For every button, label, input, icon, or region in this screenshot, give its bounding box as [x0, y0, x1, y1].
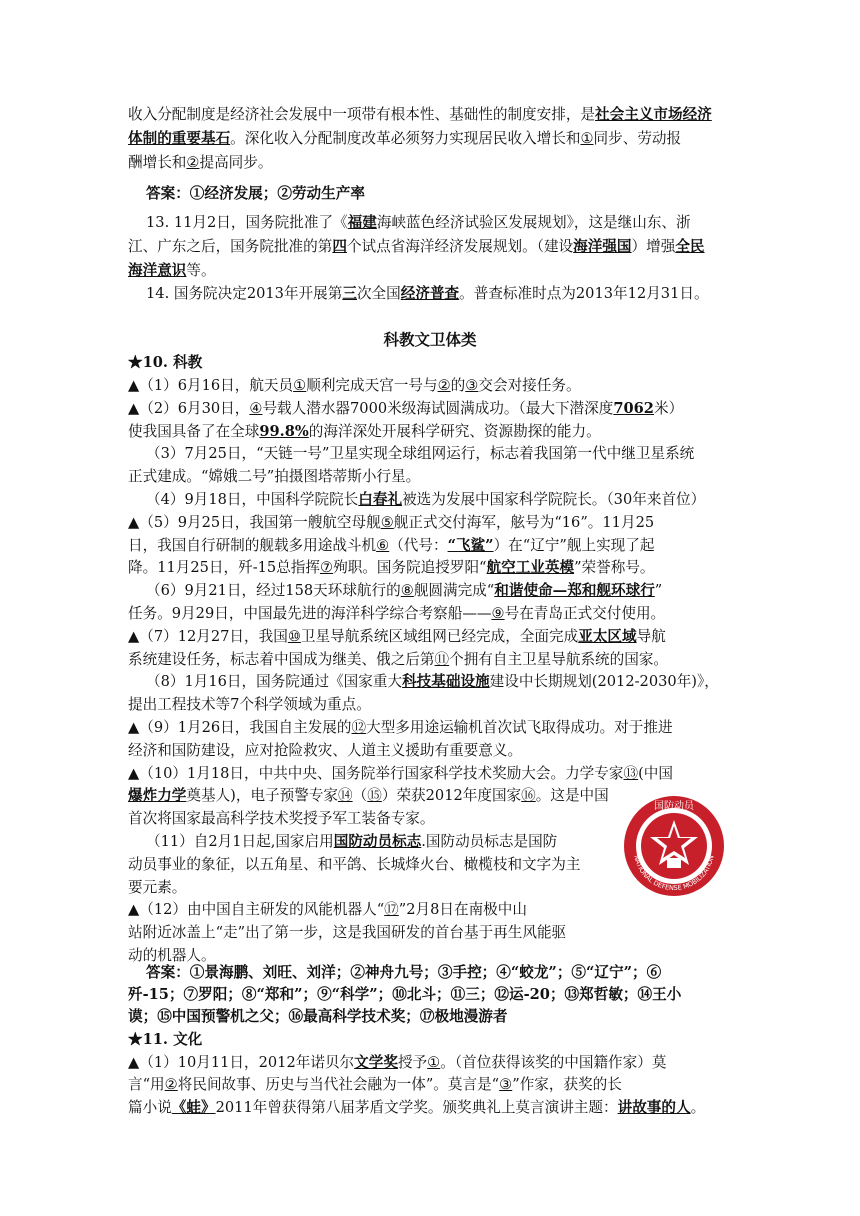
- text: 歼-15；⑦罗阳；⑧“郑和”；⑨“科学”；⑩北斗；⑪三；⑫运-20；⑬郑哲敏；⑭王小: [128, 986, 682, 1003]
- key-term: 体制的重要基石: [128, 130, 231, 147]
- body-line: [128, 763, 673, 785]
- key-term: 亚太区域: [578, 627, 637, 645]
- text: ”荣誉称号。: [574, 559, 655, 577]
- text: 。这是中国: [535, 787, 609, 805]
- text: ★11. 文化: [128, 1031, 203, 1048]
- body-line: [128, 740, 522, 762]
- text: 次全国: [356, 285, 401, 302]
- text: ▲（9）1月26日，我国自主发展的: [128, 719, 352, 736]
- national-defense-mobilization-emblem: [609, 792, 739, 904]
- key-term: 和谐使命—郑和舰环球行: [494, 582, 655, 600]
- body-line: [128, 1097, 705, 1119]
- body-line: [128, 466, 420, 488]
- answer-line: [128, 1006, 507, 1028]
- body-line: [128, 717, 673, 739]
- body-line: [128, 1074, 622, 1096]
- key-term: 讲故事的人: [617, 1099, 691, 1116]
- key-term: 三: [342, 285, 357, 302]
- text: 江、广东之后，国务院批准的第: [128, 238, 333, 255]
- fill-blank: ⑬: [623, 764, 639, 782]
- body-line: [128, 603, 665, 625]
- section-title: 科教文卫体类: [383, 330, 477, 349]
- fill-blank: ⑪: [434, 650, 450, 668]
- section-heading: [128, 352, 202, 374]
- text: （3）7月25日，“天链一号”卫星实现全球组网运行，标志着我国第一代中继卫星系统: [146, 445, 695, 463]
- fill-blank: ⑩: [287, 627, 301, 645]
- text: 殉职。国务院追授罗阳“: [333, 559, 487, 577]
- body-line: [146, 671, 719, 693]
- text: 经济和国防建设，应对抢险救灾、人道主义援助有重要意义。: [128, 741, 523, 759]
- body-line: [128, 785, 609, 807]
- text: 号载人潜水器7000米级海试圆满成功。（最大下潜深度: [262, 399, 614, 417]
- body-line: [128, 1052, 666, 1074]
- fill-blank: ⑧: [400, 582, 414, 600]
- body-line: [128, 421, 601, 443]
- body-line: [146, 489, 705, 511]
- key-term: 科技基础设施: [402, 673, 490, 691]
- text: 使我国具备了在全球: [128, 422, 260, 440]
- section-heading: [128, 1029, 202, 1051]
- text: ）在“辽宁”舰上实现了起: [493, 536, 655, 554]
- fill-blank: ②: [186, 154, 200, 171]
- text: ▲（1）6月16日，航天员: [128, 377, 294, 394]
- key-term: 福建: [347, 214, 377, 231]
- body-line: [128, 854, 580, 876]
- text: 正式建成。“嫦娥二号”拍摄图塔蒂斯小行星。: [128, 468, 421, 486]
- text: 顺利完成天宫一号与: [306, 377, 438, 394]
- key-term: 文学奖: [354, 1054, 398, 1071]
- text: ▲（1）10月11日，2012年诺贝尔: [128, 1054, 355, 1071]
- text: 日，我国自行研制的舰载多用途战斗机: [128, 536, 377, 554]
- key-term: “飞鲨”: [447, 536, 494, 554]
- body-line: [128, 398, 683, 420]
- text: 言“用: [128, 1076, 165, 1093]
- text: ★10. 科教: [128, 354, 203, 371]
- body-line: [128, 922, 566, 944]
- text: 动员事业的象征，以五角星、和平鸽、长城烽火台、橄榄枝和文字为主: [128, 855, 581, 873]
- text: 。: [690, 1099, 706, 1116]
- item-line: [146, 212, 691, 234]
- text: （: [352, 787, 368, 805]
- fill-blank: ⑭: [338, 787, 353, 805]
- item-line: [128, 260, 216, 282]
- text: 舰圆满完成“: [413, 582, 495, 600]
- fill-blank: ⑯: [521, 787, 536, 805]
- text: （代号：: [389, 536, 448, 554]
- body-line: [128, 899, 527, 921]
- text: 提出工程技术等7个科学领域为重点。: [128, 696, 371, 714]
- text: 大型多用途运输机首次试飞取得成功。对于推进: [366, 719, 673, 736]
- fill-blank: ①: [580, 130, 594, 147]
- fill-blank: ⑥: [376, 536, 390, 554]
- fill-blank: ⑨: [491, 605, 505, 622]
- body-line: [128, 808, 434, 830]
- body-line: [128, 512, 654, 534]
- fill-blank: ⑤: [380, 513, 394, 531]
- fill-blank: ⑰: [384, 901, 399, 919]
- paragraph-line: [128, 128, 681, 150]
- key-term: 国防动员标志: [333, 833, 422, 850]
- fill-blank: ⑫: [351, 719, 367, 736]
- text: 动的机器人。: [128, 947, 216, 964]
- text: ▲（5）9月25日，我国第一艘航空母舰: [128, 513, 381, 531]
- body-line: [146, 580, 662, 602]
- body-line: [128, 535, 654, 557]
- text: 的: [450, 377, 466, 394]
- body-line: [128, 375, 581, 397]
- text: （4）9月18日，中国科学院院长: [146, 491, 359, 508]
- item-line: [146, 283, 709, 305]
- text: 号在青岛正式交付使用。: [504, 605, 666, 622]
- text: 个拥有自主卫星导航系统的国家。: [449, 650, 669, 668]
- text: 授予: [397, 1054, 428, 1071]
- text: 交会对接任务。: [478, 377, 581, 394]
- body-line: [128, 877, 186, 899]
- key-term: 7062: [613, 399, 654, 417]
- body-line: [146, 831, 557, 853]
- answer-line: [146, 962, 661, 984]
- text: 谟；⑮中国预警机之父；⑯最高科学技术奖；⑰极地漫游者: [128, 1008, 508, 1025]
- text: 降。11月25日，歼-15总指挥: [128, 559, 320, 577]
- text: 任务。9月29日，中国最先进的海洋科学综合考察船——: [128, 605, 492, 622]
- fill-blank: ④: [249, 399, 263, 417]
- text: ▲（10）1月18日，中共中央、国务院举行国家科学技术奖励大会。力学专家: [128, 764, 624, 782]
- fill-blank: ②: [437, 377, 451, 394]
- body-line: [128, 557, 655, 579]
- text: 的海洋深处开展科学研究、资源勘探的能力。: [308, 422, 601, 440]
- fill-blank: ⑮: [367, 787, 382, 805]
- text: 提高同步。: [199, 154, 273, 171]
- answer-line: [146, 183, 365, 205]
- text: 米）: [653, 399, 684, 417]
- key-term: 社会主义市场经济: [595, 106, 712, 123]
- text: ▲（2）6月30日，: [128, 399, 250, 417]
- text: 站附近冰盖上“走”出了第一步，这是我国研发的首台基于再生风能驱: [128, 924, 567, 942]
- emblem-top-text: 国防动员: [654, 801, 694, 812]
- text: 舰正式交付海军，舷号为“16”。11月25: [393, 513, 655, 531]
- text: 答案：①经济发展；②劳动生产率: [146, 185, 365, 202]
- text: 14. 国务院决定2013年开展第: [146, 285, 343, 302]
- text: 。深化收入分配制度改革必须努力实现居民收入增长和: [230, 130, 581, 147]
- text: 。普查标准时点为2013年12月31日。: [459, 285, 709, 302]
- paragraph-line: [128, 152, 272, 174]
- text: （6）9月21日，经过158天环球航行的: [146, 582, 401, 600]
- fill-blank: ①: [293, 377, 307, 394]
- key-term: 经济普查: [400, 285, 460, 302]
- key-term: 爆炸力学: [128, 787, 187, 805]
- emblem-ring-text: NATIONAL DEFENSE MOBILIZATION: [632, 854, 716, 893]
- text: 收入分配制度是经济社会发展中一项带有根本性、基础性的制度安排，是: [128, 106, 596, 123]
- text: ”: [654, 582, 663, 600]
- text: ”作家，获奖的长: [512, 1076, 622, 1093]
- text: .国防动员标志是国防: [421, 833, 558, 850]
- body-line: [146, 443, 694, 465]
- text: 答案：①景海鹏、刘旺、刘洋；②神舟九号；③手控；④“蛟龙”；⑤“辽宁”；⑥: [146, 964, 662, 981]
- text: 要元素。: [128, 878, 187, 896]
- text: ▲（7）12月27日，我国: [128, 627, 288, 645]
- text: 卫星导航系统区域组网已经完成，全面完成: [300, 627, 579, 645]
- fill-blank: ②: [164, 1076, 178, 1093]
- item-line: [128, 236, 705, 258]
- text: 。（首位获得该奖的中国籍作家）莫: [440, 1054, 667, 1071]
- text: 酬增长和: [128, 154, 187, 171]
- text: 同步、劳动报: [593, 130, 682, 147]
- text: 导航: [636, 627, 666, 645]
- text: （11）自2月1日起,国家启用: [146, 833, 334, 850]
- key-term: 海洋强国: [573, 238, 632, 255]
- key-term: 全民: [675, 238, 705, 255]
- text: 等。: [186, 262, 216, 279]
- text: 海峡蓝色经济试验区发展规划》，这是继山东、浙: [376, 214, 691, 231]
- text: ）荣获2012年度国家: [381, 787, 522, 805]
- text: (中国: [638, 764, 673, 782]
- text: 2011年曾获得第八届茅盾文学奖。颁奖典礼上莫言演讲主题：: [215, 1099, 618, 1116]
- body-line: [128, 626, 666, 648]
- key-term: 海洋意识: [128, 262, 187, 279]
- text: 被选为发展中国家科学院院长。（30年来首位）: [402, 491, 706, 508]
- text: 系统建设任务，标志着中国成为继美、俄之后第: [128, 650, 435, 668]
- key-term: 99.8%: [259, 422, 309, 440]
- fill-blank: ③: [465, 377, 479, 394]
- text: 篇小说: [128, 1099, 172, 1116]
- fill-blank: ①: [427, 1054, 441, 1071]
- text: 建设中长期规划(2012-2030年)》，: [489, 673, 719, 691]
- text: ▲（12）由中国自主研发的风能机器人“: [128, 901, 385, 919]
- text: 将民间故事、历史与当代社会融为一体”。莫言是“: [177, 1076, 500, 1093]
- paragraph-line: [128, 104, 712, 126]
- fill-blank: ⑦: [320, 559, 334, 577]
- text: 奠基人)，电子预警专家: [186, 787, 339, 805]
- fill-blank: ③: [499, 1076, 513, 1093]
- body-line: [128, 694, 371, 716]
- key-term: 《蛙》: [171, 1099, 216, 1116]
- key-term: 航空工业英模: [486, 559, 575, 577]
- text: ）增强: [631, 238, 676, 255]
- key-term: 白春礼: [358, 491, 403, 508]
- text: ”2月8日在南极中山: [398, 901, 527, 919]
- body-line: [128, 649, 668, 671]
- text: 个试点省海洋经济发展规划。（建设: [346, 238, 574, 255]
- key-term: 四: [332, 238, 347, 255]
- text: （8）1月16日，国务院通过《国家重大: [146, 673, 403, 691]
- text: 13. 11月2日，国务院批准了《: [146, 214, 348, 231]
- answer-line: [128, 984, 681, 1006]
- text: 首次将国家最高科学技术奖授予军工装备专家。: [128, 810, 435, 828]
